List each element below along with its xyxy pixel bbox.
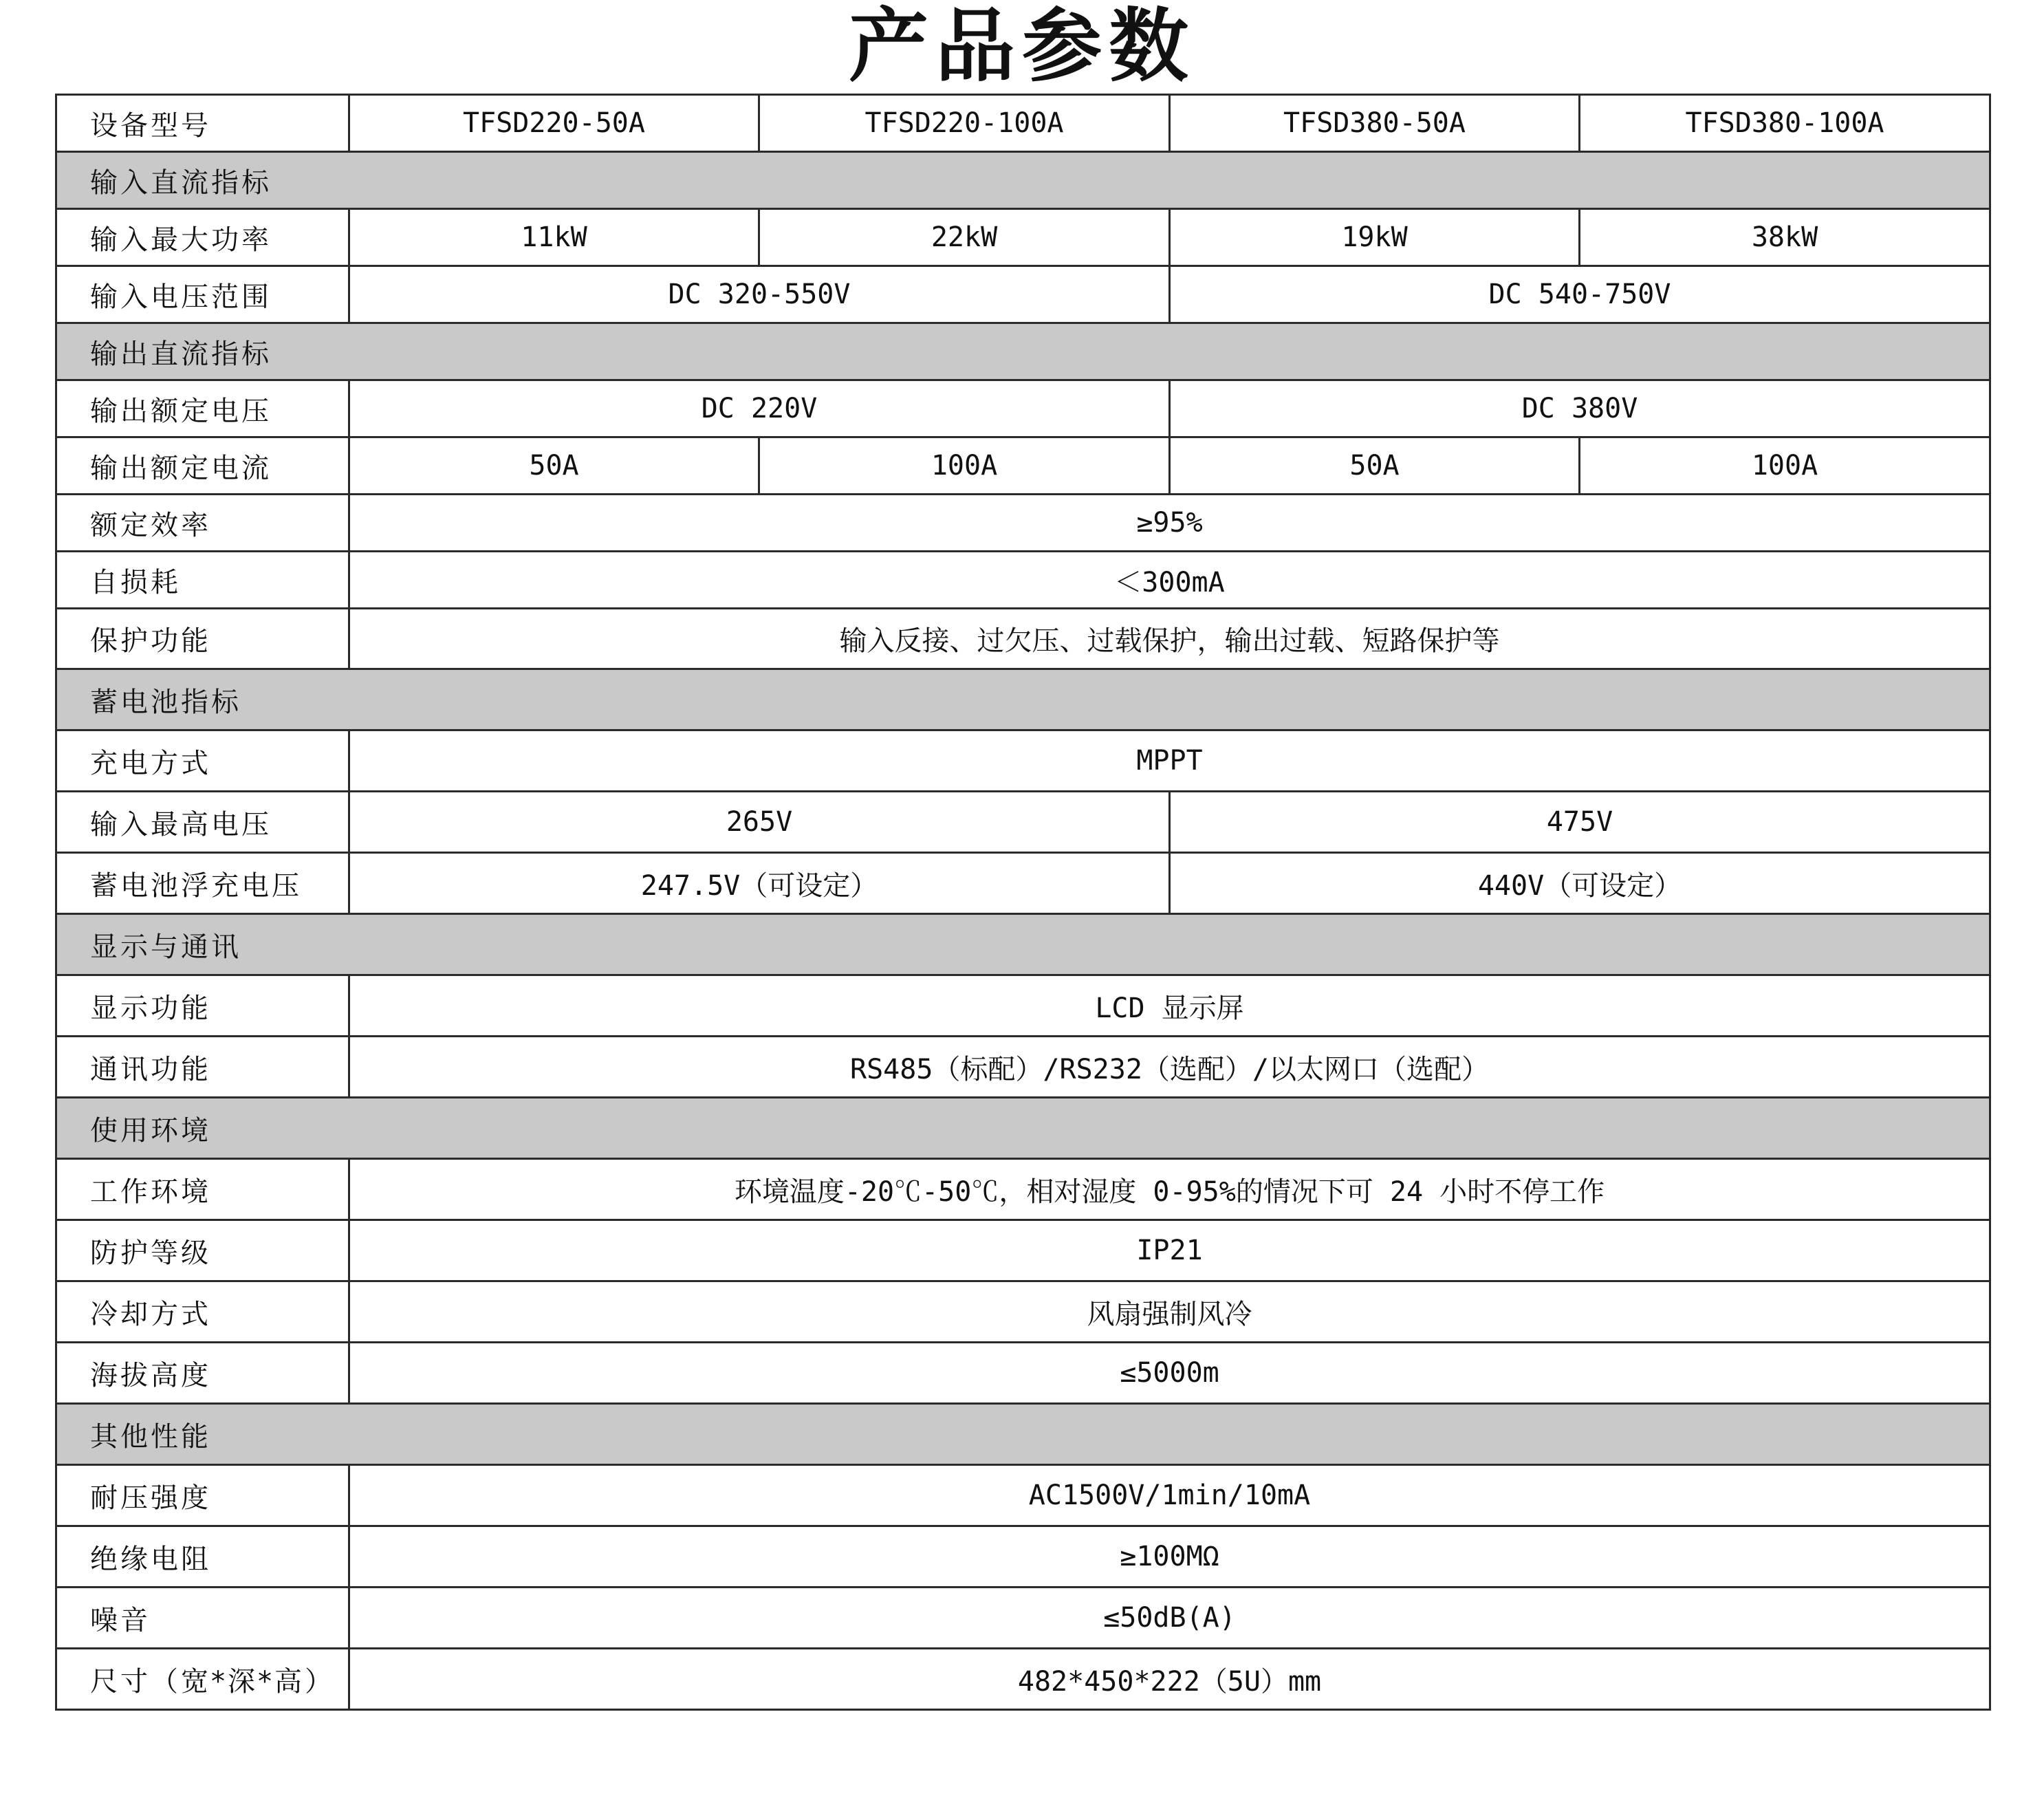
label-voltage-range: 输入电压范围	[56, 266, 349, 323]
row-noise	[56, 1588, 1990, 1649]
value-rated-current-1: 50A	[349, 437, 759, 495]
label-rated-voltage: 输出额定电压	[56, 380, 349, 437]
value-rated-current-2: 100A	[759, 437, 1170, 495]
row-max-input-voltage	[56, 792, 1990, 853]
model-1: TFSD220-50A	[349, 95, 759, 152]
row-float-voltage	[56, 853, 1990, 914]
row-rated-current	[56, 437, 1990, 495]
row-cooling	[56, 1281, 1990, 1343]
section-title-input-dc: 输入直流指标	[56, 152, 1990, 209]
row-display	[56, 975, 1990, 1037]
spec-table	[55, 94, 1991, 1711]
section-battery	[56, 669, 1990, 730]
row-voltage-range	[56, 266, 1990, 323]
value-max-input-voltage-220: 265V	[349, 792, 1170, 853]
label-float-voltage: 蓄电池浮充电压	[56, 853, 349, 914]
section-title-output-dc: 输出直流指标	[56, 323, 1990, 380]
row-charge-mode	[56, 730, 1990, 792]
label-model: 设备型号	[56, 95, 349, 152]
row-rated-voltage	[56, 380, 1990, 437]
value-cooling: 风扇强制风冷	[349, 1281, 1990, 1343]
value-max-power-2: 22kW	[759, 209, 1170, 266]
label-cooling: 冷却方式	[56, 1281, 349, 1343]
row-insulation	[56, 1526, 1990, 1588]
label-charge-mode: 充电方式	[56, 730, 349, 792]
section-title-environment: 使用环境	[56, 1098, 1990, 1159]
row-protection	[56, 609, 1990, 669]
label-dielectric: 耐压强度	[56, 1465, 349, 1526]
section-display-comm	[56, 914, 1990, 975]
value-rated-voltage-220: DC 220V	[349, 380, 1170, 437]
row-efficiency	[56, 495, 1990, 552]
value-working-env: 环境温度-20℃-50℃，相对湿度 0-95%的情况下可 24 小时不停工作	[349, 1159, 1990, 1220]
row-model	[56, 95, 1990, 152]
row-working-env	[56, 1159, 1990, 1220]
row-ip-rating	[56, 1220, 1990, 1281]
label-altitude: 海拔高度	[56, 1343, 349, 1404]
label-protection: 保护功能	[56, 609, 349, 669]
value-max-input-voltage-380: 475V	[1170, 792, 1990, 853]
label-working-env: 工作环境	[56, 1159, 349, 1220]
value-rated-current-4: 100A	[1580, 437, 1990, 495]
label-dimensions: 尺寸（宽*深*高）	[56, 1649, 349, 1710]
value-float-voltage-220: 247.5V（可设定）	[349, 853, 1170, 914]
model-4: TFSD380-100A	[1580, 95, 1990, 152]
section-environment	[56, 1098, 1990, 1159]
value-comm: RS485（标配）/RS232（选配）/以太网口（选配）	[349, 1037, 1990, 1098]
model-3: TFSD380-50A	[1170, 95, 1580, 152]
label-self-loss: 自损耗	[56, 552, 349, 609]
label-display: 显示功能	[56, 975, 349, 1037]
value-insulation: ≥100MΩ	[349, 1526, 1990, 1588]
value-rated-voltage-380: DC 380V	[1170, 380, 1990, 437]
value-protection: 输入反接、过欠压、过载保护，输出过载、短路保护等	[349, 609, 1990, 669]
section-title-other: 其他性能	[56, 1404, 1990, 1465]
row-altitude	[56, 1343, 1990, 1404]
value-max-power-3: 19kW	[1170, 209, 1580, 266]
value-dimensions: 482*450*222（5U）mm	[349, 1649, 1990, 1710]
value-charge-mode: MPPT	[349, 730, 1990, 792]
label-noise: 噪音	[56, 1588, 349, 1649]
value-efficiency: ≥95%	[349, 495, 1990, 552]
value-dielectric: AC1500V/1min/10mA	[349, 1465, 1990, 1526]
label-comm: 通讯功能	[56, 1037, 349, 1098]
row-max-power	[56, 209, 1990, 266]
row-dielectric	[56, 1465, 1990, 1526]
section-output-dc	[56, 323, 1990, 380]
value-ip-rating: IP21	[349, 1220, 1990, 1281]
value-rated-current-3: 50A	[1170, 437, 1580, 495]
label-max-input-voltage: 输入最高电压	[56, 792, 349, 853]
row-dimensions	[56, 1649, 1990, 1710]
value-voltage-range-220: DC 320-550V	[349, 266, 1170, 323]
row-self-loss	[56, 552, 1990, 609]
value-float-voltage-380: 440V（可设定）	[1170, 853, 1990, 914]
value-max-power-4: 38kW	[1580, 209, 1990, 266]
section-title-battery: 蓄电池指标	[56, 669, 1990, 730]
label-max-power: 输入最大功率	[56, 209, 349, 266]
row-comm	[56, 1037, 1990, 1098]
value-self-loss: ＜300mA	[349, 552, 1990, 609]
model-2: TFSD220-100A	[759, 95, 1170, 152]
value-noise: ≤50dB(A)	[349, 1588, 1990, 1649]
section-title-display-comm: 显示与通讯	[56, 914, 1990, 975]
page-title: 产品参数	[849, 0, 1195, 93]
value-display: LCD 显示屏	[349, 975, 1990, 1037]
value-max-power-1: 11kW	[349, 209, 759, 266]
label-rated-current: 输出额定电流	[56, 437, 349, 495]
label-insulation: 绝缘电阻	[56, 1526, 349, 1588]
value-altitude: ≤5000m	[349, 1343, 1990, 1404]
section-input-dc	[56, 152, 1990, 209]
section-other	[56, 1404, 1990, 1465]
label-efficiency: 额定效率	[56, 495, 349, 552]
label-ip-rating: 防护等级	[56, 1220, 349, 1281]
value-voltage-range-380: DC 540-750V	[1170, 266, 1990, 323]
